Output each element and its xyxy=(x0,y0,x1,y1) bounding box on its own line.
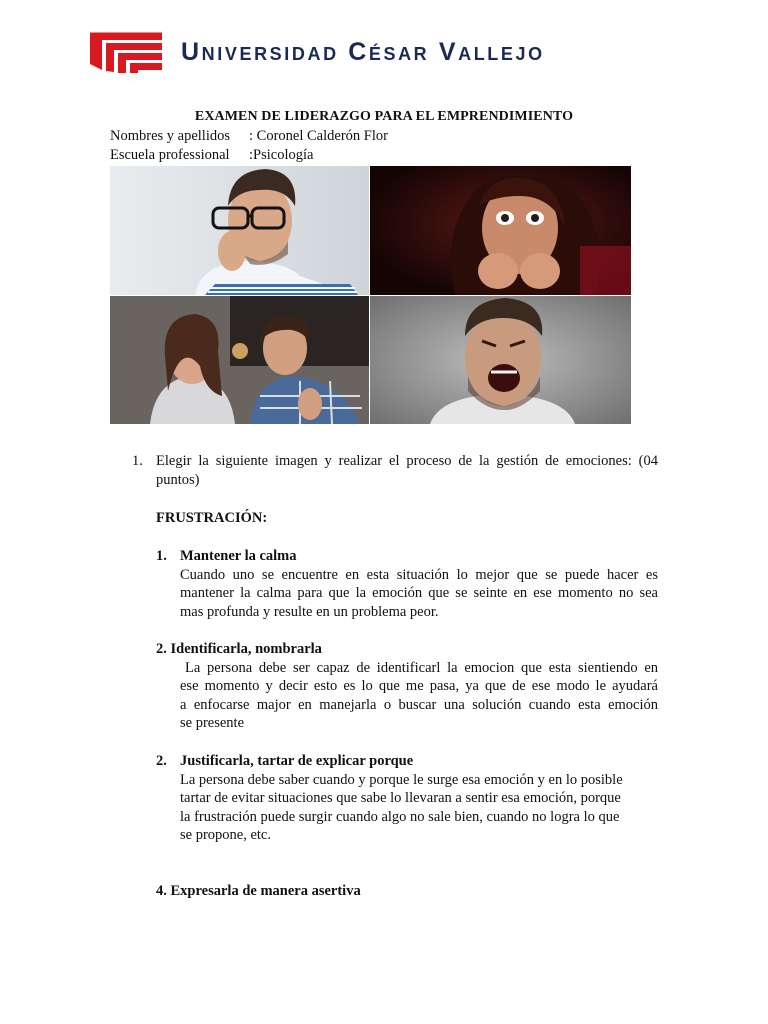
school-row xyxy=(110,147,313,164)
step1-line2: mantener la calma para que la emoción que se seinte en ese momento no sea xyxy=(180,585,658,601)
name-value: : Coronel Calderón Flor xyxy=(249,128,388,144)
step3-line4: se propone, etc. xyxy=(180,827,271,843)
step3-line1: La persona debe saber cuando y porque le surge esa emoción y en lo posible xyxy=(180,772,623,788)
couple-photo-icon xyxy=(110,296,369,424)
question-number: 1. xyxy=(132,453,143,469)
step3-line3: la frustración puede surgir cuando algo no sale bien, cuando no logra lo que xyxy=(180,809,620,825)
screaming-man-photo-icon xyxy=(370,296,631,424)
name-label: Nombres y apellidos xyxy=(110,128,231,144)
step2-line4: se presente xyxy=(180,715,245,731)
step1-line3: mas profunda y resulte en un problema peor. xyxy=(180,604,439,620)
step4-title: Expresarla de manera asertiva xyxy=(170,883,361,899)
step4-heading xyxy=(156,882,361,901)
step2-title: Identificarla, nombrarla xyxy=(170,641,322,657)
step3-title: Justificarla, tartar de explicar porque xyxy=(180,753,414,769)
step4-number: 4. xyxy=(156,883,167,899)
student-name-row xyxy=(110,128,388,145)
university-logo-icon xyxy=(88,30,164,74)
exam-title: EXAMEN DE LIDERAZGO PARA EL EMPRENDIMIENTO xyxy=(194,109,574,124)
step2-line3: a enfocarse major en manejarla o buscar una solución cuando esta emoción xyxy=(180,697,658,713)
university-name: Universidad César Vallejo xyxy=(181,38,545,66)
school-value: :Psicología xyxy=(249,147,314,163)
step3-number: 2. xyxy=(156,753,167,769)
step1-line1: Cuando uno se encuentre en esta situación lo mejor que se puede hacer es xyxy=(180,567,658,583)
step3-line2: tartar de evitar situaciones que sabe lo llevaran a sentir esa emoción, porque xyxy=(180,790,621,806)
step2-number: 2. xyxy=(156,641,167,657)
question-text-line1: Elegir la siguiente imagen y realizar el proceso de la gestión de emociones: (04 xyxy=(156,453,658,469)
school-label: Escuela professional xyxy=(110,147,230,163)
step1-number: 1. xyxy=(156,548,167,564)
frightened-girl-photo-icon xyxy=(370,166,631,295)
step2-line1: La persona debe ser capaz de identificarl la emocion que esta sientiendo en xyxy=(185,660,658,676)
emotion-heading: FRUSTRACIÓN: xyxy=(156,510,268,526)
step2-line2: ese momento y decir esto es lo que me pasa, ya que de ese modo le ayudará xyxy=(180,678,658,694)
nervous-man-photo-icon xyxy=(110,166,369,295)
question-text-line2: puntos) xyxy=(156,472,200,488)
step2-heading xyxy=(156,640,322,659)
step1-title: Mantener la calma xyxy=(180,548,297,564)
